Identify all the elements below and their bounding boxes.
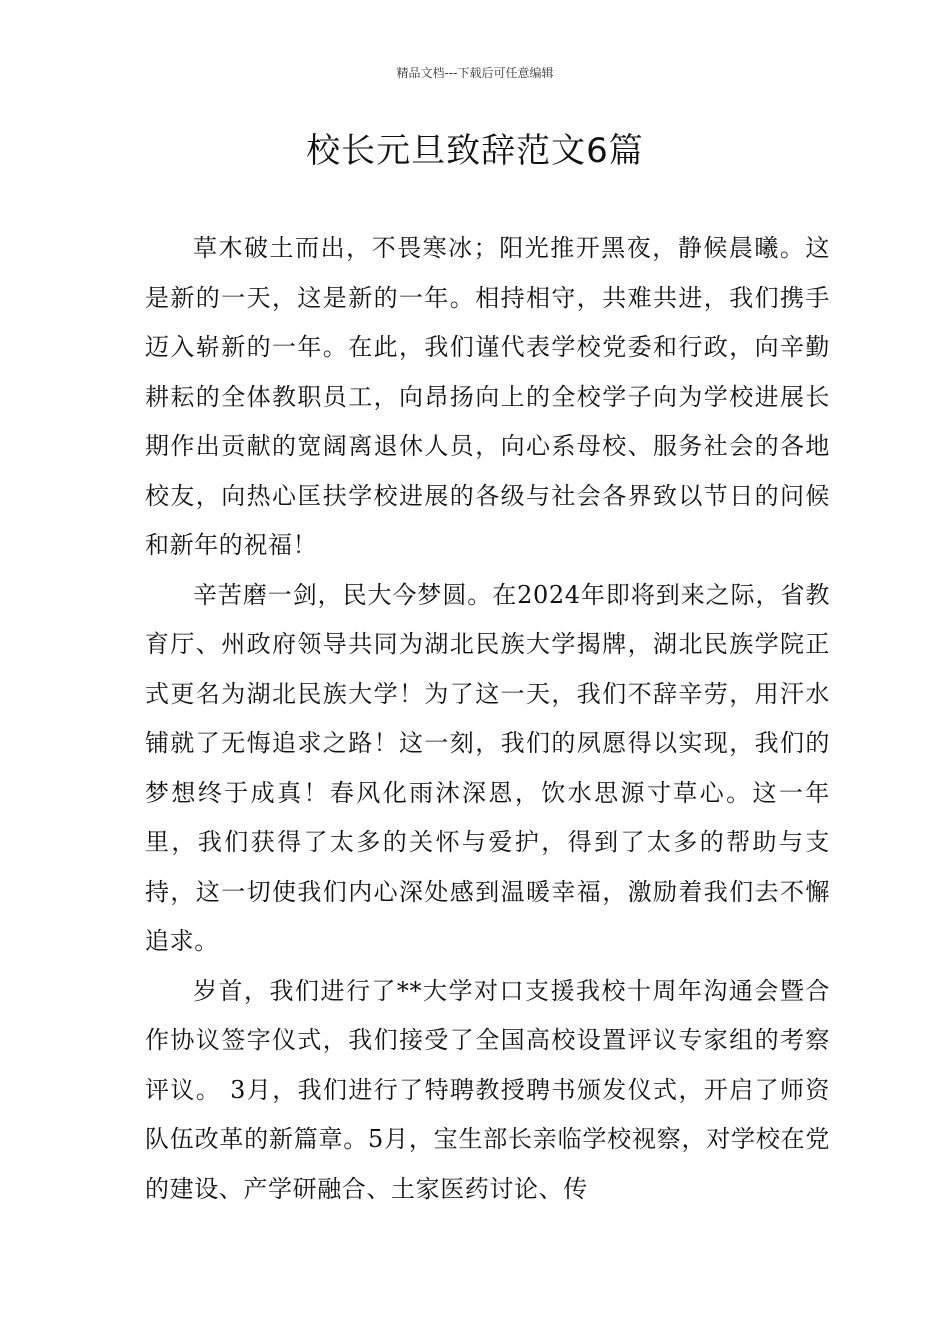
paragraph-3: 岁首，我们进行了**大学对口支援我校十周年沟通会暨合作协议签字仪式，我们接受了全国高校设置评议专家组的考察评议。 3月，我们进行了特聘教授聘书颁发仪式，开启了师资队伍改革的新篇章。5月，宝生部长亲临学校视察，对学校在党的建设、产学研融合、土家医药讨论、传	[145, 976, 830, 1203]
document-body	[145, 224, 830, 1214]
page-header-note: 精品文档---下载后可任意编辑	[396, 66, 554, 80]
paragraph-1: 草木破土而出，不畏寒冰；阳光推开黑夜，静候晨曦。这是新的一天，这是新的一年。相持相守，共难共进，我们携手迈入崭新的一年。在此，我们谨代表学校党委和行政，向辛勤耕耘的全体教职员工，向昂扬向上的全校学子向为学校进展长期作出贡献的宽阔离退休人员，向心系母校、服务社会的各地校友，向热心匡扶学校进展的各级与社会各界致以节日的问候和新年的祝福！	[145, 234, 830, 559]
paragraph-2: 辛苦磨一剑，民大今梦圆。在2024年即将到来之际，省教育厅、州政府领导共同为湖北民族大学揭牌，湖北民族学院正式更名为湖北民族大学！为了这一天，我们不辞辛劳，用汗水铺就了无悔追求之路！这一刻，我们的夙愿得以实现，我们的梦想终于成真！春风化雨沐深恩，饮水思源寸草心。这一年里，我们获得了太多的关怀与爱护，得到了太多的帮助与支持，这一切使我们内心深处感到温暖幸福，激励着我们去不懈追求。	[145, 580, 830, 955]
document-title: 校长元旦致辞范文6篇	[306, 131, 644, 171]
